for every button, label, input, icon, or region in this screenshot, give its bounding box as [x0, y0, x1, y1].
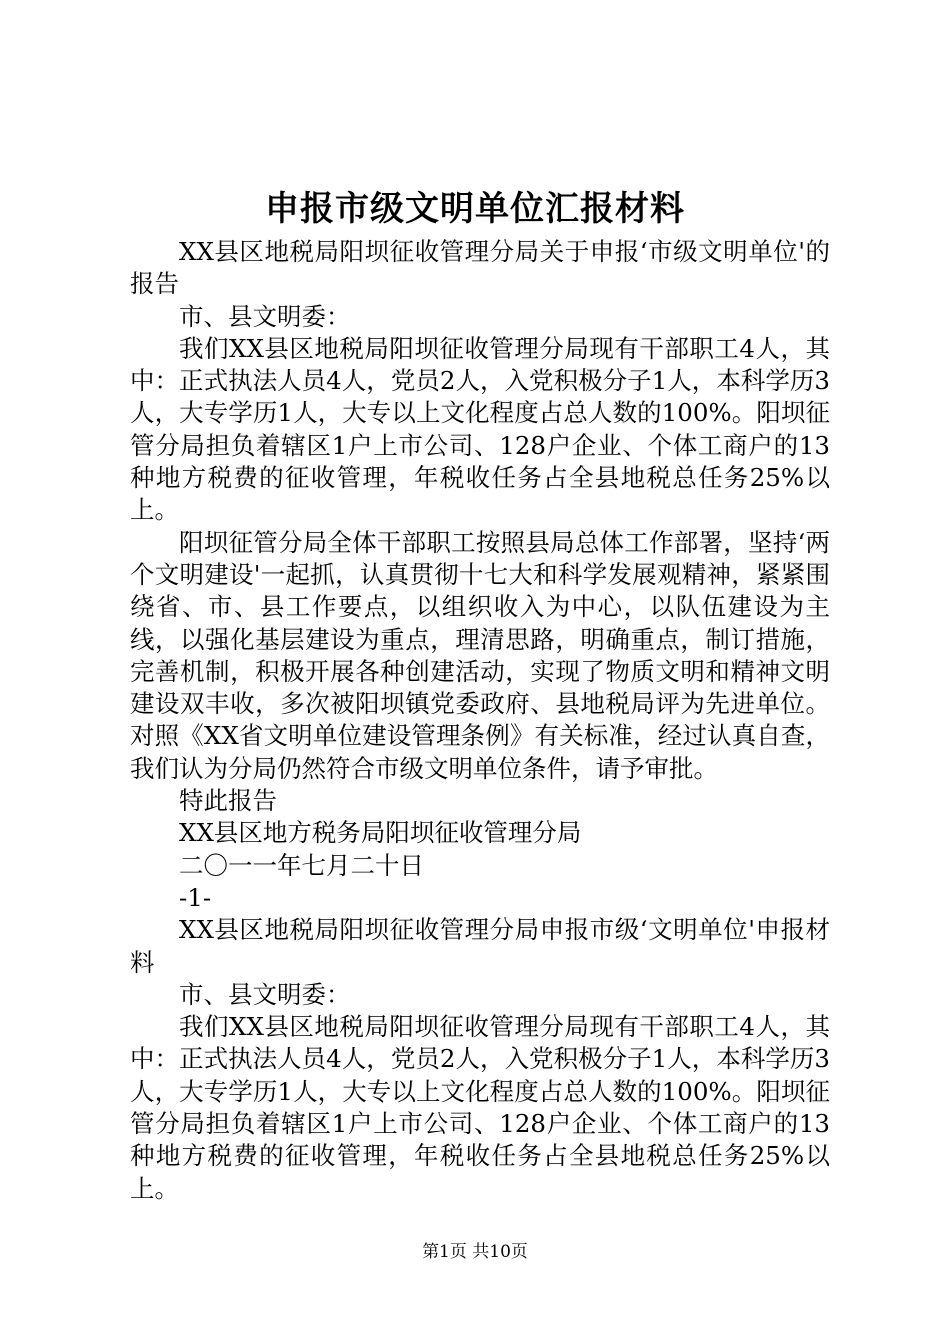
- salutation: 市、县文明委：: [179, 301, 351, 331]
- section-number: -1-: [179, 882, 212, 912]
- signature-organization: XX县区地方税务局阳坝征收管理分局: [179, 818, 582, 848]
- salutation-2: 市、县文明委：: [179, 979, 351, 1009]
- material-heading: XX县区地税局阳坝征收管理分局申报市级‘文明单位'申报材料: [130, 915, 830, 977]
- document-body: [130, 236, 830, 1205]
- page-footer: 第1页 共10页: [422, 1242, 528, 1262]
- paragraph-staff-overview: 我们XX县区地税局阳坝征收管理分局现有干部职工4人，其中：正式执法人员4人，党员2人，入党积极分子1人，本科学历3人，大专学历1人，大专以上文化程度占总人数的100%。阳坝征管分局担负着辖区1户上市公司、128户企业、个体工商户的13种地方税费的征收管理，年税收任务占全县地税总任务25%以上。: [130, 333, 830, 525]
- paragraph-achievements: 阳坝征管分局全体干部职工按照县局总体工作部署，坚持‘两个文明建设'一起抓，认真贯彻十七大和科学发展观精神，紧紧围绕省、市、县工作要点，以组织收入为中心，以队伍建设为主线，以强化基层建设为重点，理清思路，明确重点，制订措施，完善机制，积极开展各种创建活动，实现了物质文明和精神文明建设双丰收，多次被阳坝镇党委政府、县地税局评为先进单位。对照《XX省文明单位建设管理条例》有关标准，经过认真自查，我们认为分局仍然符合市级文明单位条件，请予审批。: [130, 527, 830, 783]
- report-heading: XX县区地税局阳坝征收管理分局关于申报‘市级文明单位'的报告: [130, 237, 830, 299]
- paragraph-staff-overview-2: 我们XX县区地税局阳坝征收管理分局现有干部职工4人，其中：正式执法人员4人，党员2人，入党积极分子1人，本科学历3人，大专学历1人，大专以上文化程度占总人数的100%。阳坝征管分局担负着辖区1户上市公司、128户企业、个体工商户的13种地方税费的征收管理，年税收任务占全县地税总任务25%以上。: [130, 1012, 830, 1203]
- document-title: 申报市级文明单位汇报材料: [265, 189, 685, 229]
- signature-date: 二〇一一年七月二十日: [179, 850, 424, 880]
- closing-line: 特此报告: [179, 786, 277, 816]
